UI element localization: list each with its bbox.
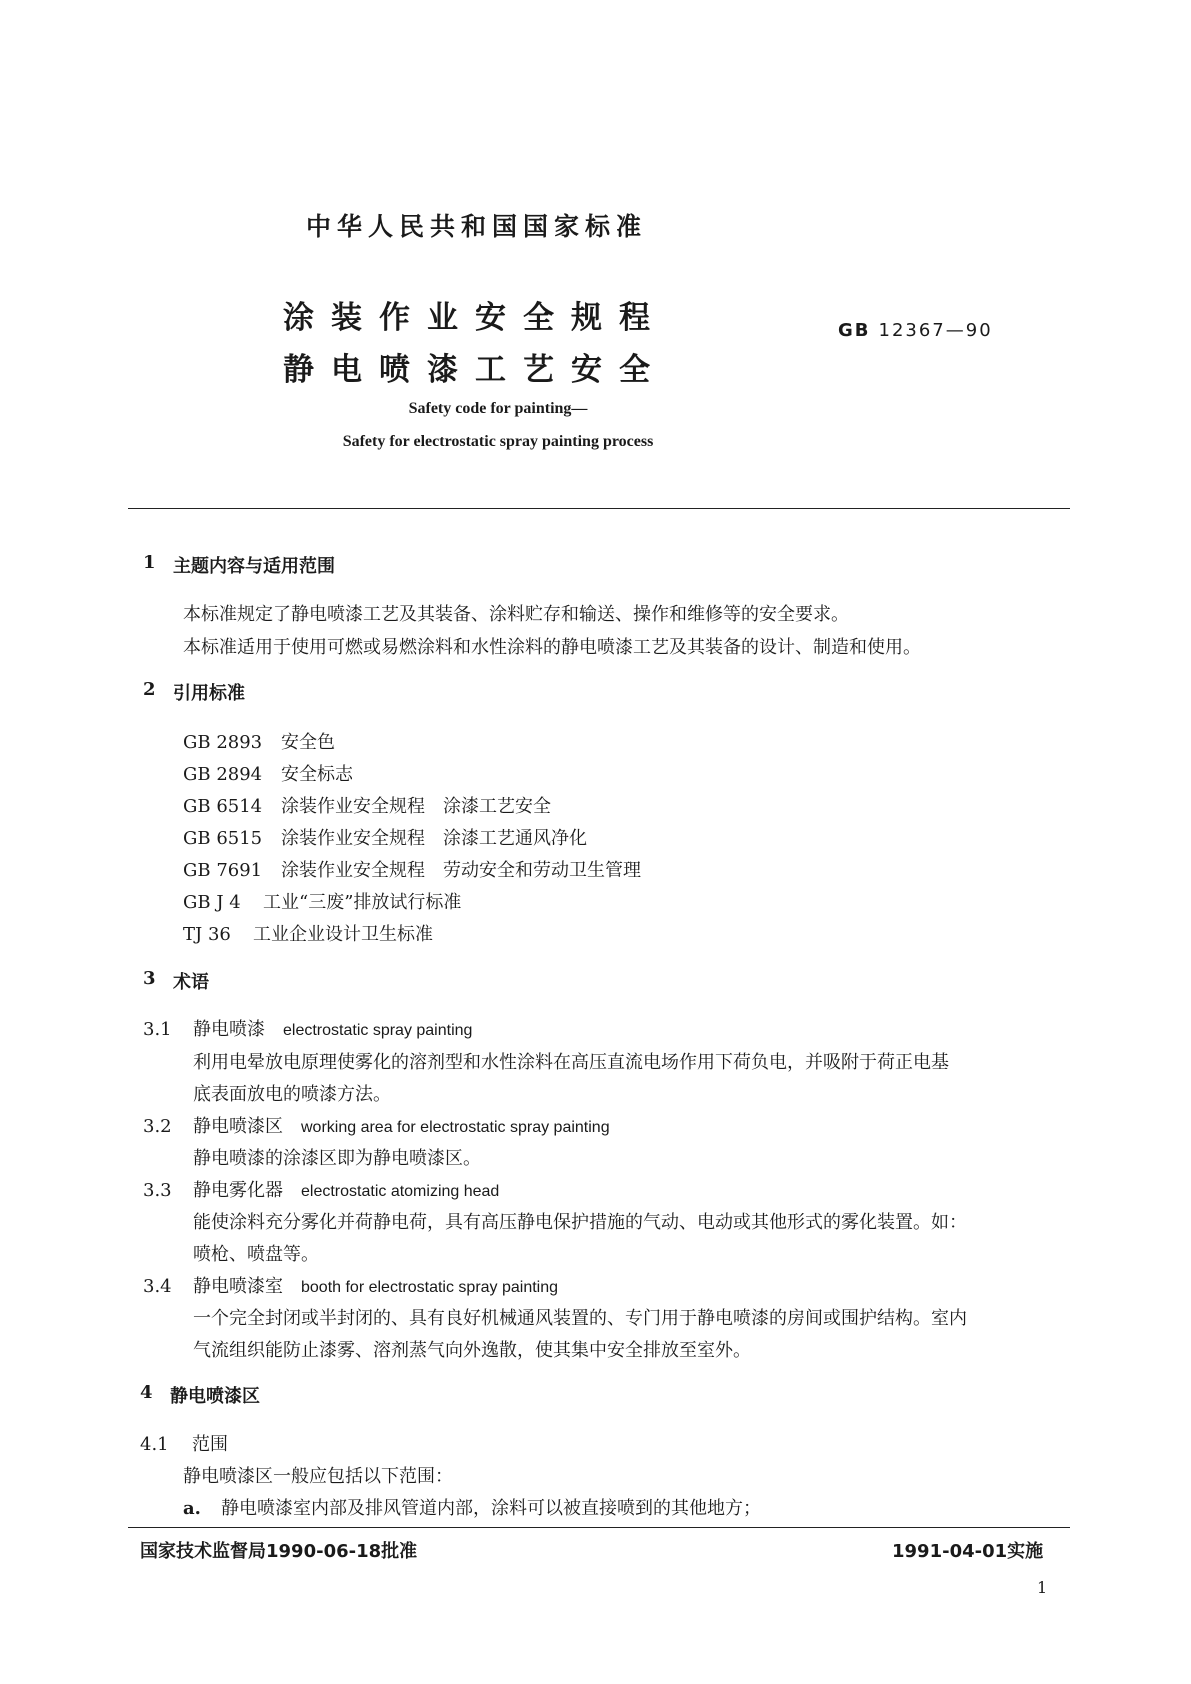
term-definition: 喷枪、喷盘等。 — [193, 1244, 319, 1265]
section-3-heading: 术语 — [173, 972, 209, 993]
english-title-line-1: Safety code for painting— — [408, 400, 588, 417]
section-4-number: 4 — [140, 1382, 153, 1403]
reference-row — [183, 824, 587, 850]
section-3-number: 3 — [143, 968, 156, 989]
term-definition: 底表面放电的喷漆方法。 — [193, 1084, 391, 1105]
subsection-4-1 — [140, 1430, 228, 1456]
document-header: 中华人民共和国国家标准 — [306, 212, 648, 241]
term-definition: 能使涂料充分雾化并荷静电荷，具有高压静电保护措施的气动、电动或其他形式的雾化装置。如： — [193, 1212, 967, 1233]
english-title-line-2: Safety for electrostatic spray painting process — [342, 433, 654, 450]
list-item — [183, 1494, 761, 1520]
term-name: 静电喷漆 — [193, 1019, 265, 1040]
reference-title: 工业企业设计卫生标准 — [253, 924, 433, 945]
list-item-text: 静电喷漆室内部及排风管道内部，涂料可以被直接喷到的其他地方； — [221, 1498, 761, 1519]
term-name: 静电雾化器 — [193, 1180, 283, 1201]
term-english: working area for electrostatic spray painting — [301, 1119, 610, 1136]
effective-date: 1991-04-01实施 — [892, 1541, 1044, 1562]
reference-row — [183, 856, 641, 882]
reference-title: 涂装作业安全规程 涂漆工艺通风净化 — [281, 828, 587, 849]
term-definition: 利用电晕放电原理使雾化的溶剂型和水性涂料在高压直流电场作用下荷负电，并吸附于荷正电基 — [193, 1052, 949, 1073]
standard-number — [838, 320, 993, 341]
term-definition: 一个完全封闭或半封闭的、具有良好机械通风装置的、专门用于静电喷漆的房间或围护结构。室内 — [193, 1308, 967, 1329]
term-number: 3.4 — [143, 1276, 172, 1297]
reference-code: GB J 4 — [183, 892, 241, 913]
term-number: 3.2 — [143, 1116, 172, 1137]
reference-title: 涂装作业安全规程 涂漆工艺安全 — [281, 796, 551, 817]
footer-divider — [128, 1527, 1070, 1528]
subsection-heading: 范围 — [192, 1434, 228, 1455]
reference-code: GB 6514 — [183, 796, 263, 817]
term-3-3 — [143, 1176, 499, 1202]
reference-title: 安全色 — [281, 732, 335, 753]
list-item-label: a. — [183, 1498, 201, 1519]
title-line-1: 涂装作业安全规程 — [283, 300, 667, 336]
term-number: 3.1 — [143, 1019, 172, 1040]
term-definition: 静电喷漆的涂漆区即为静电喷漆区。 — [193, 1148, 481, 1169]
reference-code: TJ 36 — [183, 924, 231, 945]
term-english: booth for electrostatic spray painting — [301, 1279, 559, 1296]
reference-row — [183, 728, 335, 754]
title-line-2: 静电喷漆工艺安全 — [283, 352, 667, 388]
subsection-number: 4.1 — [140, 1434, 169, 1455]
section-1-para-2: 本标准适用于使用可燃或易燃涂料和水性涂料的静电喷漆工艺及其装备的设计、制造和使用。 — [183, 637, 921, 658]
term-3-1 — [143, 1015, 472, 1041]
section-1-para-1: 本标准规定了静电喷漆工艺及其装备、涂料贮存和输送、操作和维修等的安全要求。 — [183, 604, 849, 625]
reference-code: GB 2894 — [183, 764, 263, 785]
page-number: 1 — [1037, 1578, 1048, 1597]
term-3-2 — [143, 1112, 610, 1138]
reference-code: GB 7691 — [183, 860, 263, 881]
term-number: 3.3 — [143, 1180, 172, 1201]
standard-code: 12367—90 — [878, 320, 993, 341]
term-english: electrostatic spray painting — [283, 1022, 473, 1039]
term-name: 静电喷漆室 — [193, 1276, 283, 1297]
section-2-heading: 引用标准 — [173, 683, 245, 704]
reference-title: 安全标志 — [281, 764, 353, 785]
term-name: 静电喷漆区 — [193, 1116, 283, 1137]
reference-row — [183, 888, 461, 914]
section-1-heading: 主题内容与适用范围 — [173, 556, 335, 577]
reference-row — [183, 792, 551, 818]
section-1-number: 1 — [143, 552, 156, 573]
reference-code: GB 6515 — [183, 828, 263, 849]
section-2-number: 2 — [143, 679, 156, 700]
term-english: electrostatic atomizing head — [301, 1183, 500, 1200]
approval-date: 国家技术监督局1990-06-18批准 — [140, 1541, 418, 1562]
section-4-heading: 静电喷漆区 — [170, 1386, 260, 1407]
reference-title: 工业“三废”排放试行标准 — [263, 892, 462, 913]
standard-prefix: GB — [838, 320, 871, 341]
header-divider — [128, 508, 1070, 509]
section-4-para: 静电喷漆区一般应包括以下范围： — [183, 1466, 453, 1487]
term-definition: 气流组织能防止漆雾、溶剂蒸气向外逸散，使其集中安全排放至室外。 — [193, 1340, 751, 1361]
reference-row — [183, 920, 433, 946]
reference-title: 涂装作业安全规程 劳动安全和劳动卫生管理 — [281, 860, 641, 881]
reference-code: GB 2893 — [183, 732, 263, 753]
term-3-4 — [143, 1272, 558, 1298]
reference-row — [183, 760, 353, 786]
